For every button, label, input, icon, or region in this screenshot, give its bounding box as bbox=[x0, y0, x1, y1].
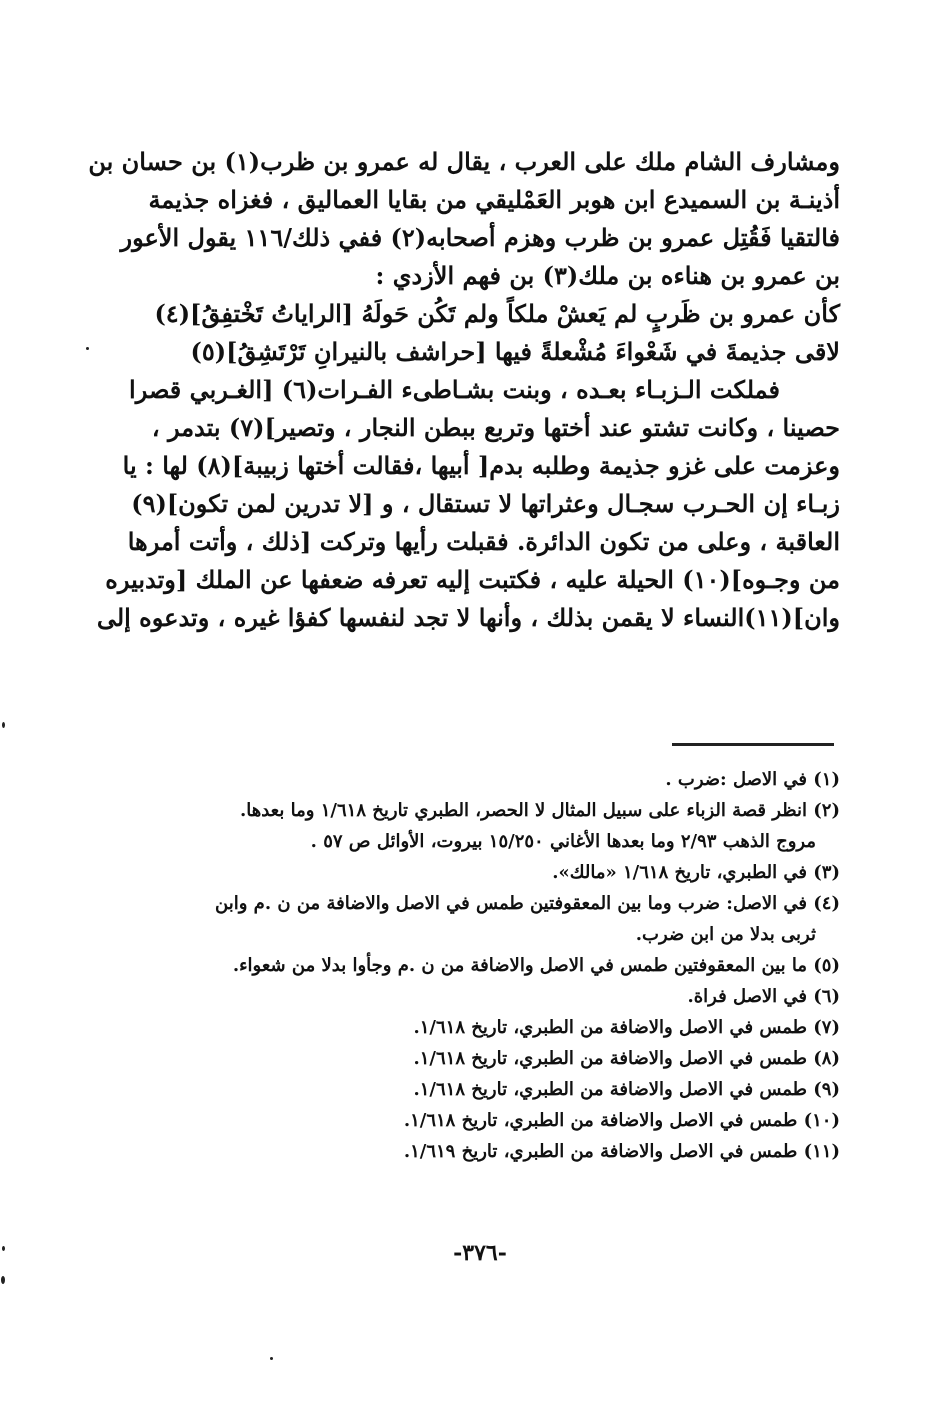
footnote: (٢) انظر قصة الزباء على سبيل المثال لا الحصر، الطبري تاريخ ١/٦١٨ وما بعدها. bbox=[239, 800, 840, 821]
text-line: أذينـة بن السميدع ابن هوبر العَمْليقي من بقايا العماليق ، فغزاه جذيمة bbox=[148, 185, 840, 214]
text-line: فالتقيا فَقُتِل عمرو بن ظرب وهزم أصحابه(٢) ففي ذلك/١١٦ يقول الأعور bbox=[120, 223, 840, 252]
scan-speck bbox=[1, 1276, 5, 1284]
footnote-continuation: ثربى بدلا من ابن ضرب. bbox=[635, 924, 816, 945]
text-line: زبـاء إن الحـرب سجـال وعثراتها لا تستقال ، و [لا تدرين لمن تكون](٩) bbox=[131, 489, 840, 518]
footnote: (٦) في الاصل فراة. bbox=[687, 986, 840, 1007]
text-line: وان](١١)النساء لا يقمن بذلك ، وأنها لا تجد لنفسها كفؤا غيره ، وتدعوه إلى bbox=[96, 603, 840, 632]
text-line: بن عمرو بن هناءه بن ملك(٣) بن فهم الأزدي : bbox=[375, 261, 840, 290]
footnote: (١٠) طمس في الاصل والاضافة من الطبري، تاريخ ١/٦١٨. bbox=[403, 1110, 840, 1131]
footnote: (١) في الاصل :ضرب . bbox=[665, 769, 840, 790]
footnote-continuation: مروج الذهب ٢/٩٣ وما بعدها الأغاني ١٥/٢٥٠ بيروت، الأوائل ص ٥٧ . bbox=[310, 831, 816, 852]
paragraph-start-line: فملكت الـزبـاء بعـده ، وبنت بشـاطىء الفـرات(٦) [الغـربي قصرا bbox=[129, 375, 780, 404]
scan-speck bbox=[86, 347, 89, 350]
footnote: (٤) في الاصل: ضرب وما بين المعقوفتين طمس في الاصل والاضافة من ن .م وابن bbox=[215, 893, 840, 914]
scan-speck bbox=[270, 1357, 273, 1360]
footnote: (٩) طمس في الاصل والاضافة من الطبري، تاريخ ١/٦١٨. bbox=[413, 1079, 840, 1100]
poem-verse-line: لاقى جذيمةَ في شَعْواءَ مُشْعلةً فيها [حراشف بالنيرانِ تَرْتَشِقُ](٥) bbox=[190, 337, 840, 366]
scan-speck bbox=[2, 722, 5, 728]
text-line: وعزمت على غزو جذيمة وطلبه بدم[ أبيها ،فقالت أختها زبيبة](٨) لها : يا bbox=[122, 451, 840, 480]
poem-verse-line: كأن عمرو بن ظَربٍ لم يَعشْ ملكاً ولم تَكُن حَولَهُ [الراياتُ تَخْتفِقُ](٤) bbox=[154, 299, 840, 328]
footnote: (٣) في الطبري، تاريخ ١/٦١٨ «مالك». bbox=[552, 862, 840, 883]
main-text-block bbox=[88, 143, 840, 637]
footnote: (١١) طمس في الاصل والاضافة من الطبري، تاريخ ١/٦١٩. bbox=[403, 1141, 840, 1162]
footnote: (٧) طمس في الاصل والاضافة من الطبري، تاريخ ١/٦١٨. bbox=[413, 1017, 840, 1038]
footnote: (٥) ما بين المعقوفتين طمس في الاصل والاضافة من ن .م وجأوا بدلا من شعواء. bbox=[232, 955, 840, 976]
footnote: (٨) طمس في الاصل والاضافة من الطبري، تاريخ ١/٦١٨. bbox=[413, 1048, 840, 1069]
text-line: حصينا ، وكانت تشتو عند أختها وتربع ببطن النجار ، وتصير](٧) بتدمر ، bbox=[151, 413, 840, 442]
text-line: من وجـوه](١٠) الحيلة عليه ، فكتبت إليه تعرفه ضعفها عن الملك [وتدبيره bbox=[105, 565, 840, 594]
text-line: العاقبة ، وعلى من تكون الدائرة. فقبلت رأيها وتركت [ذلك ، وأتت أمرها bbox=[127, 527, 840, 556]
page-number: -٣٧٦- bbox=[453, 1240, 507, 1266]
footnotes-block bbox=[150, 764, 840, 1167]
footnote-divider bbox=[672, 743, 834, 746]
scan-speck bbox=[2, 1246, 5, 1251]
text-line: ومشارف الشام ملك على العرب ، يقال له عمرو بن ظرب(١) بن حسان بن bbox=[88, 147, 840, 176]
